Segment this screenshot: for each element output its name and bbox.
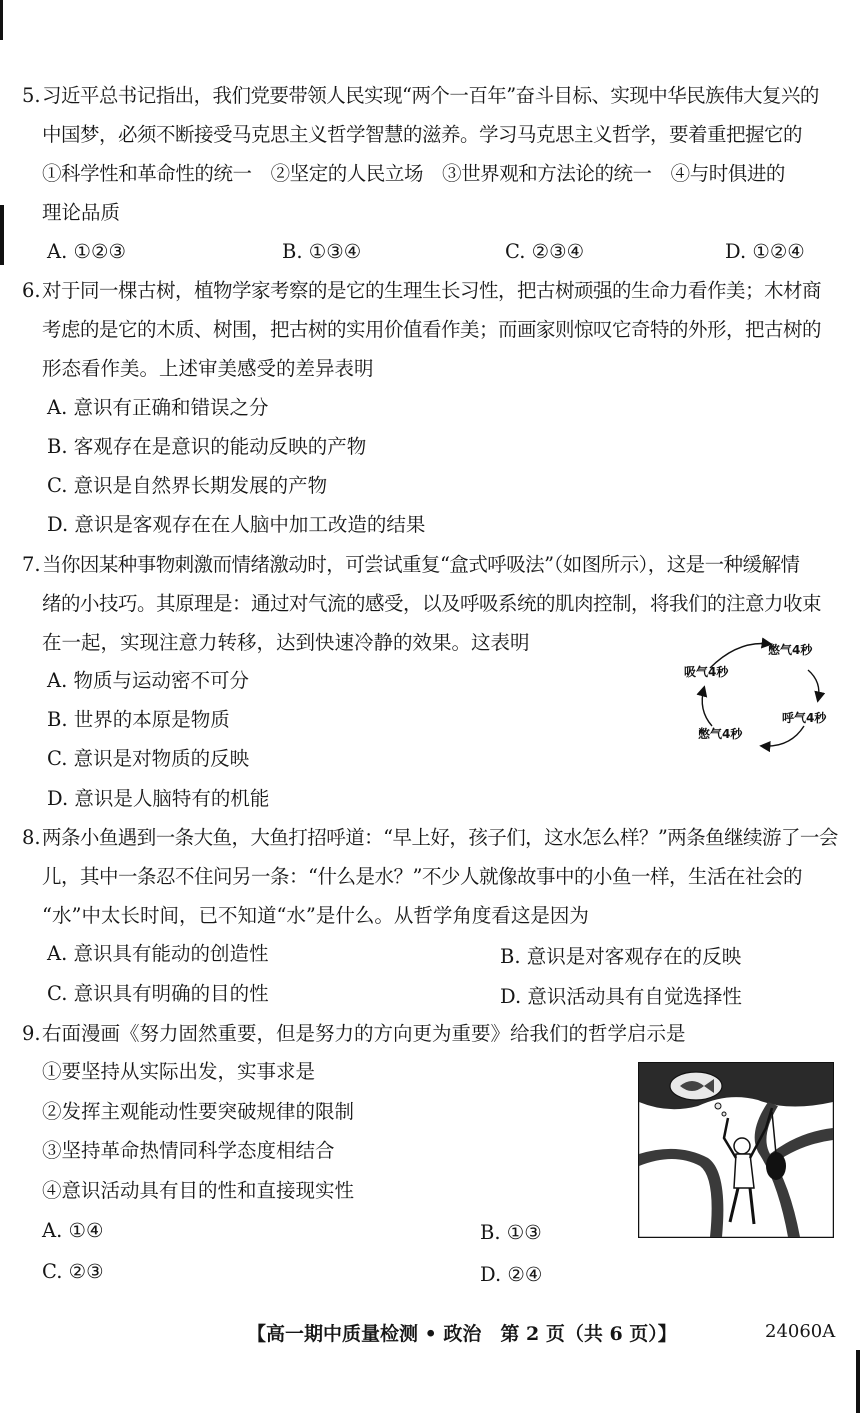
option-b: B. 世界的本原是物质 xyxy=(47,708,230,731)
option-b: B. 意识是对客观存在的反映 xyxy=(500,945,742,968)
question-stem-line: 中国梦，必须不断接受马克思主义哲学智慧的滋养。学习马克思主义哲学，要着重把握它的 xyxy=(42,123,803,146)
option-d: D. 意识活动具有自觉选择性 xyxy=(500,985,742,1008)
cycle-arrow xyxy=(702,688,712,726)
option-c: C. 意识是自然界长期发展的产物 xyxy=(47,474,328,497)
option-d: D. 意识是人脑特有的机能 xyxy=(47,787,270,810)
question-stem-line: 习近平总书记指出，我们党要带领人民实现“两个一百年”奋斗目标、实现中华民族伟大复兴的 xyxy=(42,84,819,107)
binding-mark xyxy=(0,0,3,40)
question-stem-line: 考虑的是它的木质、树围，把古树的实用价值看作美；而画家则惊叹它奇特的外形，把古树的 xyxy=(42,318,822,341)
option-d: D. ①②④ xyxy=(725,240,805,263)
statement-3: ③坚持革命热情同科学态度相结合 xyxy=(42,1139,335,1162)
question-stem-line: 绪的小技巧。其原理是：通过对气流的感受，以及呼吸系统的肌肉控制，将我们的注意力收束 xyxy=(42,592,822,615)
option-b: B. 客观存在是意识的能动反映的产物 xyxy=(47,435,367,458)
option-c: C. ②③④ xyxy=(505,240,585,263)
question-stem-line: 儿，其中一条忍不住问另一条：“什么是水？”不少人就像故事中的小鱼一样，生活在社会的 xyxy=(42,865,802,888)
page-footer-title: 【高一期中质量检测 • 政治 第 2 页（共 6 页）】 xyxy=(247,1323,677,1345)
option-d: D. ②④ xyxy=(480,1263,543,1286)
question-stem-line: 当你因某种事物刺激而情绪激动时，可尝试重复“盒式呼吸法”（如图所示），这是一种缓解情 xyxy=(42,553,800,576)
question-stem-line: 在一起，实现注意力转移，达到快速冷静的效果。这表明 xyxy=(42,631,530,654)
binding-mark xyxy=(0,205,4,265)
option-a: A. 意识有正确和错误之分 xyxy=(47,396,269,419)
option-a: A. ①④ xyxy=(42,1219,104,1242)
statement-1: ①要坚持从实际出发，实事求是 xyxy=(42,1060,316,1083)
question-stem-line: 对于同一棵古树，植物学家考察的是它的生理生长习性，把古树顽强的生命力看作美；木材商 xyxy=(42,279,822,302)
box-breathing-diagram xyxy=(672,630,852,760)
option-b: B. ①③④ xyxy=(282,240,362,263)
option-c: C. ②③ xyxy=(42,1260,104,1283)
question-stem-line: 两条小鱼遇到一条大鱼，大鱼打招呼道：“早上好，孩子们，这水怎么样？”两条鱼继续游了一会 xyxy=(42,826,838,849)
question-number: 7. xyxy=(22,553,41,576)
question-stem-line: 理论品质 xyxy=(42,201,121,224)
statement-2: ②发挥主观能动性要突破规律的限制 xyxy=(42,1100,355,1123)
binding-mark xyxy=(856,1350,860,1413)
question-number: 8. xyxy=(22,826,41,849)
label-hold-bottom: 憋气4秒 xyxy=(698,727,743,741)
option-a: A. 物质与运动密不可分 xyxy=(47,669,249,692)
label-exhale: 呼气4秒 xyxy=(782,711,827,725)
exam-code: 24060A xyxy=(765,1321,836,1342)
option-a: A. 意识具有能动的创造性 xyxy=(47,942,269,965)
statement-4: ④意识活动具有目的性和直接现实性 xyxy=(42,1179,355,1202)
cycle-arrow xyxy=(808,670,819,700)
option-b: B. ①③ xyxy=(480,1221,542,1244)
question-stem-line: 形态看作美。上述审美感受的差异表明 xyxy=(42,357,374,380)
question-number: 9. xyxy=(22,1022,41,1045)
option-c: C. 意识是对物质的反映 xyxy=(47,747,250,770)
label-hold-top: 憋气4秒 xyxy=(768,643,813,657)
option-c: C. 意识具有明确的目的性 xyxy=(47,982,269,1005)
label-inhale: 吸气4秒 xyxy=(684,665,729,679)
option-d: D. 意识是客观存在在人脑中加工改造的结果 xyxy=(47,513,426,536)
cartoon-illustration xyxy=(638,1062,834,1238)
option-a: A. ①②③ xyxy=(47,240,126,263)
question-number: 5. xyxy=(22,84,41,107)
question-stem-line: ①科学性和革命性的统一 ②坚定的人民立场 ③世界观和方法论的统一 ④与时俱进的 xyxy=(42,162,785,185)
question-number: 6. xyxy=(22,279,41,302)
cycle-arrow xyxy=(762,726,804,746)
question-stem-line: “水”中太长时间，已不知道“水”是什么。从哲学角度看这是因为 xyxy=(42,904,589,927)
question-stem-line: 右面漫画《努力固然重要，但是努力的方向更为重要》给我们的哲学启示是 xyxy=(42,1022,686,1045)
